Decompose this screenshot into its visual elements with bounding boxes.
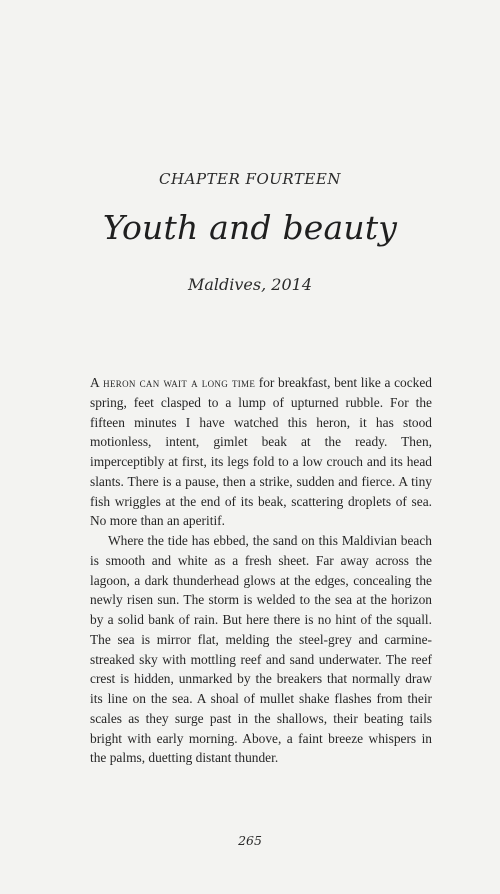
chapter-label: CHAPTER FOURTEEN [159, 170, 341, 188]
opening-small-caps: A heron can wait a long time [90, 375, 256, 390]
paragraph-1-text: for breakfast, bent like a cocked spring, feet clasped to a lump of upturned rubble. For the fifteen minutes I have watched this heron, it has stood motionless, intent, gimlet beak at the ready. Then, imperceptibly at first, its legs fold to a low crouch and its head slants. There is a pause, then a strike, sudden and fierce. A tiny fish wriggles at the end of its beak, scattering droplets of sea. No more than an aperitif. [90, 375, 432, 529]
chapter-subtitle: Maldives, 2014 [187, 275, 312, 294]
page-number: 265 [238, 833, 262, 848]
paragraph-1 [90, 373, 432, 531]
paragraph-2: Where the tide has ebbed, the sand on this Maldivian beach is smooth and white as a fresh sheet. Far away across the lagoon, a dark thunderhead glows at the edges, concealing the newly risen sun. The storm is welded to the sea at the horizon by a solid bank of rain. But here there is no hint of the squall. The sea is mirror flat, melding the steel-grey and carmine-streaked sky with mottling reef and sand underwater. The reef crest is hidden, unmarked by the breakers that normally draw its line on the sea. A shoal of mullet shake flashes from their scales as they surge past in the shallows, their beating tails bright with early morning. Above, a faint breeze whispers in the palms, duetting distant thunder. [90, 533, 432, 766]
chapter-body [90, 373, 432, 768]
chapter-title: Youth and beauty [102, 208, 398, 247]
